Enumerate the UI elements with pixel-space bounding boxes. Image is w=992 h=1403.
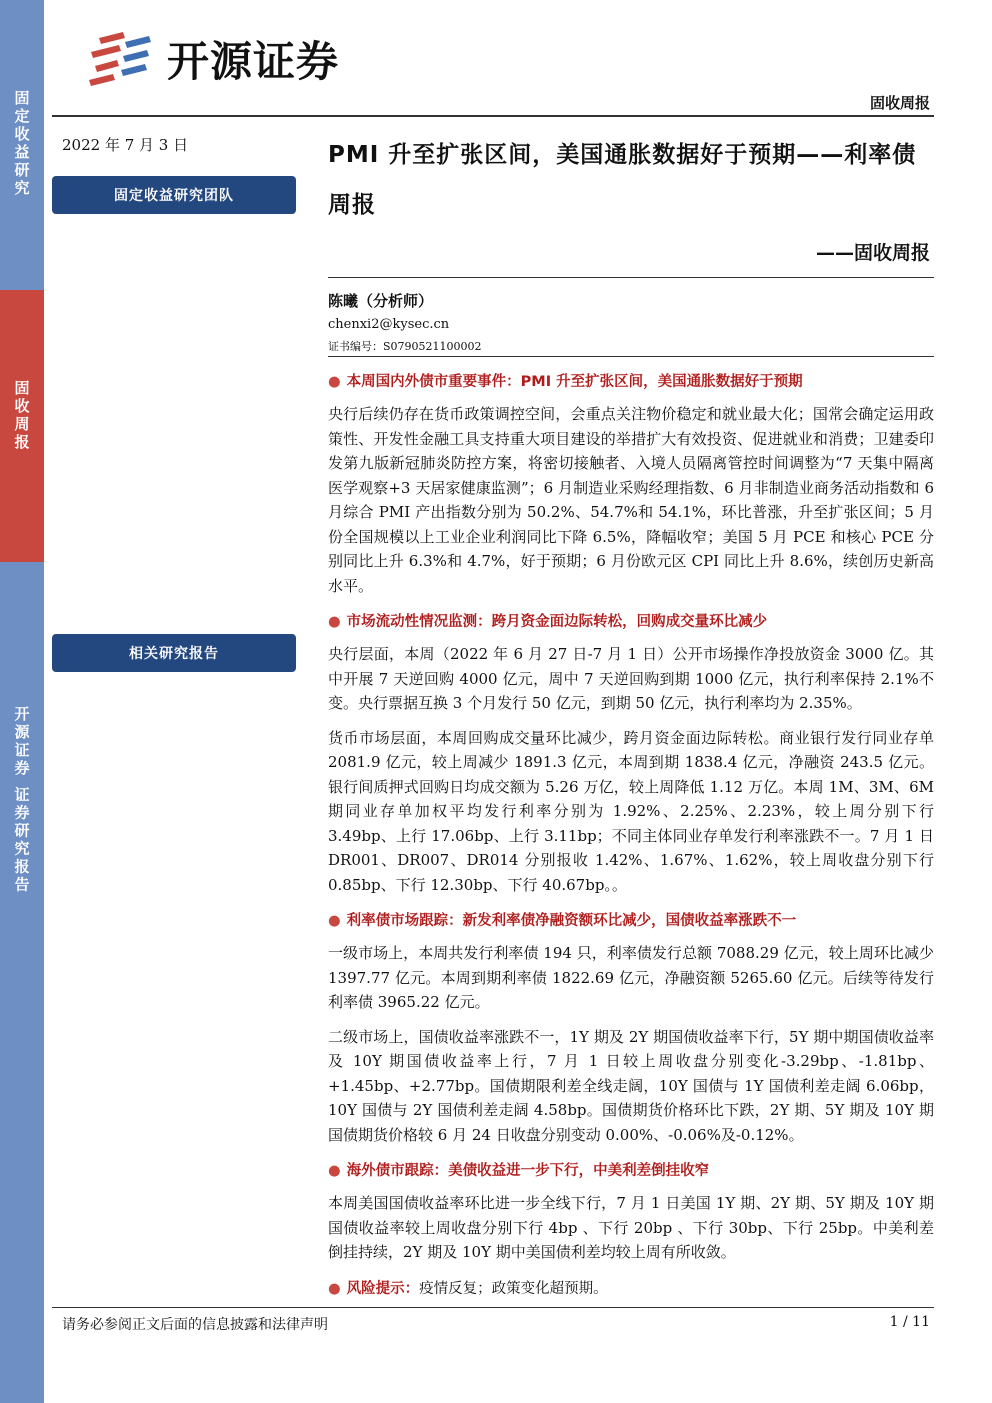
risk-text: 疫情反复；政策变化超预期。 bbox=[419, 1280, 608, 1297]
bullet-icon: ● bbox=[328, 374, 341, 390]
side-segment-brand bbox=[0, 562, 44, 1403]
footer-divider bbox=[52, 1307, 934, 1308]
brand-logo-icon bbox=[85, 28, 157, 90]
section-paragraph: 一级市场上，本周共发行利率债 194 只，利率债发行总额 7088.29 亿元，较上周环比减少 1397.77 亿元。本周到期利率债 1822.69 亿元，净融资额 5265.60 亿元。后续等待发行利率债 3965.22 亿元。 bbox=[328, 944, 934, 1011]
related-reports-tag: 相关研究报告 bbox=[52, 634, 296, 672]
section-heading bbox=[328, 907, 934, 935]
risk-note bbox=[328, 1275, 934, 1303]
author-divider bbox=[328, 356, 934, 357]
footer-disclaimer: 请务必参阅正文后面的信息披露和法律声明 bbox=[62, 1317, 328, 1333]
section-paragraph: 二级市场上，国债收益率涨跌不一，1Y 期及 2Y 期国债收益率下行，5Y 期中期国债收益率及 10Y 期国债收益率上行，7 月 1 日较上周收盘分别变化-3.29bp、-1.81bp、+1.45bp、+2.77bp。国债期限利差全线走阔，10Y 国债与 1Y 国债利差走阔 6.06bp，10Y 国债与 2Y 国债利差走阔 4.58bp。国债期货价格环比下跌，2Y 期、5Y 期及 10Y 期国债期货价格较 6 月 24 日收盘分别变动 0.00%、-0.06%及-0.12%。 bbox=[328, 1027, 934, 1144]
title-divider bbox=[328, 277, 934, 278]
section-heading-text: 本周国内外债市重要事件：PMI 升至扩张区间，美国通胀数据好于预期 bbox=[346, 374, 803, 390]
section-heading-text: 海外债市跟踪：美债收益进一步下行，中美利差倒挂收窄 bbox=[346, 1163, 710, 1179]
section-paragraph: 本周美国国债收益率环比进一步全线下行，7 月 1 日美国 1Y 期、2Y 期、5Y 期及 10Y 期国债收益率较上周收盘分别下行 4bp 、下行 20bp 、下行 30bp、下行 25bp。中美利差倒挂持续，2Y 期及 10Y 期中美国债利差均较上周有所收敛。 bbox=[328, 1194, 934, 1261]
bullet-icon: ● bbox=[328, 614, 341, 630]
section-paragraph: 货币市场层面，本周回购成交量环比减少，跨月资金面边际转松。商业银行发行同业存单 2081.9 亿元，较上周减少 1891.3 亿元，本周到期 1838.4 亿元，净融资 243.5 亿元。银行间质押式回购日均成交额为 5.26 万亿，较上周降低 1.12 万亿。本周 1M、3M、6M 期同业存单加权平均发行利率分别为 1.92%、2.25%、2.23%，较上周分别下行 3.49bp、上行 17.06bp、上行 3.11bp；不同主体同业存单发行利率涨跌不一。7 月 1 日 DR001、DR007、DR014 分别报收 1.42%、1.67%、1.62%，较上周收盘分别下行 0.85bp、下行 12.30bp、下行 40.67bp。。 bbox=[328, 728, 934, 894]
brand-logo bbox=[85, 28, 339, 90]
header-divider bbox=[52, 115, 934, 117]
section-paragraph: 央行后续仍存在货币政策调控空间，会重点关注物价稳定和就业最大化；国常会确定运用政策性、开发性金融工具支持重大项目建设的举措扩大有效投资、促进就业和消费；卫建委印发第九版新冠肺炎防控方案，将密切接触者、入境人员隔离管控时间调整为“7 天集中隔离医学观察+3 天居家健康监测”；6 月制造业采购经理指数、6 月非制造业商务活动指数和 6 月综合 PMI 产出指数分别为 50.2%、54.7%和 54.1%，环比普涨，升至扩张区间；5 月份全国规模以上工业企业利润同比下降 6.5%，降幅收窄；美国 5 月 PCE 和核心 PCE 分别同比上升 6.3%和 4.7%，好于预期；6 月份欧元区 CPI 同比上升 8.6%，续创历史新高水平。 bbox=[328, 405, 934, 595]
bullet-icon: ● bbox=[328, 1163, 341, 1179]
section-heading bbox=[328, 368, 934, 396]
risk-label: 风险提示： bbox=[346, 1280, 420, 1297]
section-paragraph: 央行层面，本周（2022 年 6 月 27 日-7 月 1 日）公开市场操作净投放资金 3000 亿。其中开展 7 天逆回购 4000 亿元，周中 7 天逆回购到期 1000 亿元，执行利率保持 2.1%不变。央行票据互换 3 个月发行 50 亿元，到期 50 亿元，执行利率均为 2.35%。 bbox=[328, 645, 934, 712]
side-segment-research bbox=[0, 0, 44, 290]
page-number: 1 / 11 bbox=[889, 1314, 930, 1330]
side-label-weekly: 固收周报 bbox=[12, 380, 31, 452]
analyst-email: chenxi2@kysec.cn bbox=[328, 317, 450, 332]
section-heading bbox=[328, 1157, 934, 1185]
section-heading-text: 利率债市场跟踪：新发利率债净融资额环比减少，国债收益率涨跌不一 bbox=[346, 913, 797, 929]
report-body bbox=[328, 368, 934, 1309]
section-heading bbox=[328, 608, 934, 636]
header-report-type: 固收周报 bbox=[869, 94, 930, 112]
team-tag: 固定收益研究团队 bbox=[52, 176, 296, 214]
side-label-research: 固定收益研究 bbox=[12, 90, 31, 198]
side-segment-weekly bbox=[0, 290, 44, 562]
section-heading-text: 市场流动性情况监测：跨月资金面边际转松，回购成交量环比减少 bbox=[346, 614, 768, 630]
side-label-brand: 开源证券 证券研究报告 bbox=[12, 706, 31, 895]
analyst-name: 陈曦（分析师） bbox=[328, 292, 434, 310]
brand-name: 开源证券 bbox=[167, 37, 340, 86]
bullet-icon: ● bbox=[328, 1280, 341, 1297]
report-date: 2022 年 7 月 3 日 bbox=[62, 136, 189, 154]
report-subtitle: ——固收周报 bbox=[815, 242, 930, 264]
side-strip bbox=[0, 0, 44, 1403]
bullet-icon: ● bbox=[328, 913, 341, 929]
analyst-cert: 证书编号：S0790521100002 bbox=[328, 340, 482, 353]
report-title: PMI 升至扩张区间，美国通胀数据好于预期——利率债周报 bbox=[328, 142, 917, 218]
